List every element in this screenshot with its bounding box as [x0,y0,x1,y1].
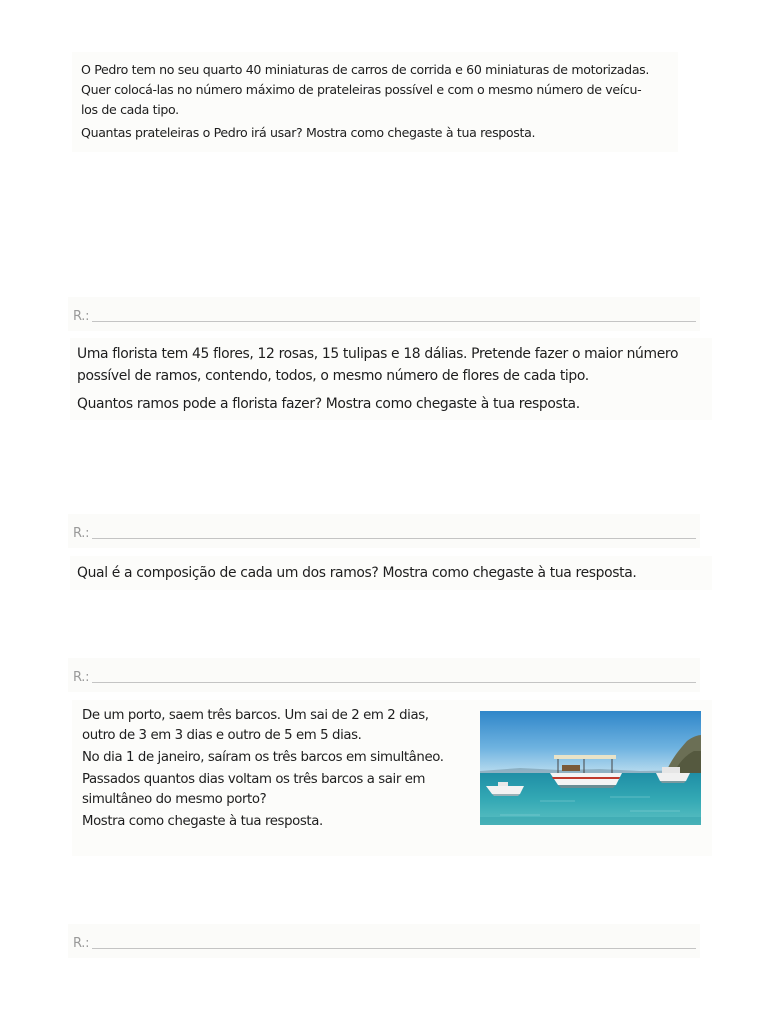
problem-2-question: Quantos ramos pode a florista fazer? Mostra como chegaste à tua resposta. [77,396,580,412]
problem-1 [72,52,678,152]
problem-1-line-2: Quer colocá-las no número máximo de prateleiras possível e com o mesmo número de veícu- [81,82,642,97]
problem-4-line-5: simultâneo do mesmo porto? [82,792,267,807]
problem-3-question: Qual é a composição de cada um dos ramos? Mostra como chegaste à tua resposta. [77,565,637,581]
answer-line-1 [68,297,700,331]
problem-2-line-1: Uma florista tem 45 flores, 12 rosas, 15 tulipas e 18 dálias. Pretende fazer o maior número [77,346,679,362]
problem-4 [72,700,712,856]
problem-1-question: Quantas prateleiras o Pedro irá usar? Mostra como chegaste à tua resposta. [81,125,536,140]
problem-3 [70,556,712,590]
answer-label: R.: [73,526,90,541]
problem-4-line-3: No dia 1 de janeiro, saíram os três barcos em simultâneo. [82,750,444,765]
boats-photo [480,711,701,825]
answer-line-3 [68,658,700,692]
answer-rule [92,321,696,322]
answer-rule [92,682,696,683]
problem-4-line-2: outro de 3 em 3 dias e outro de 5 em 5 dias. [82,728,362,743]
problem-4-line-1: De um porto, saem três barcos. Um sai de 2 em 2 dias, [82,708,429,723]
problem-2 [70,338,712,420]
problem-4-line-6: Mostra como chegaste à tua resposta. [82,814,323,829]
answer-rule [92,948,696,949]
problem-4-text [82,706,472,832]
problem-1-line-1: O Pedro tem no seu quarto 40 miniaturas de carros de corrida e 60 miniaturas de motorizadas. [81,62,650,77]
answer-line-4 [68,924,700,958]
answer-label: R.: [73,936,90,951]
problem-4-line-4: Passados quantos dias voltam os três barcos a sair em [82,772,426,787]
answer-line-2 [68,514,700,548]
answer-rule [92,538,696,539]
answer-label: R.: [73,670,90,685]
problem-2-line-2: possível de ramos, contendo, todos, o mesmo número de flores de cada tipo. [77,368,589,384]
answer-label: R.: [73,309,90,324]
problem-1-line-3: los de cada tipo. [81,102,179,117]
